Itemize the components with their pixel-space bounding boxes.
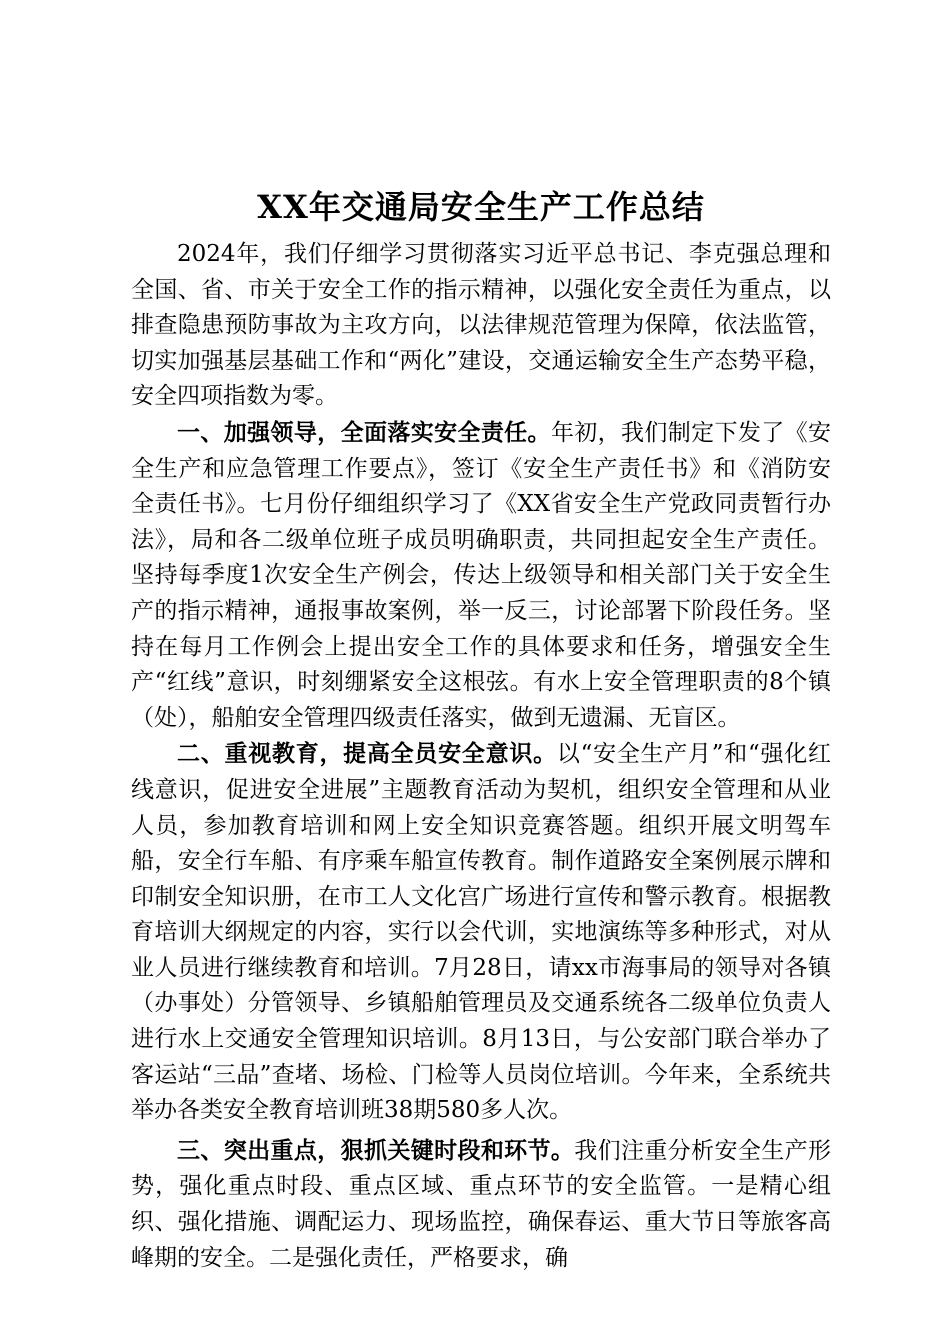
section-1-paragraph xyxy=(131,415,831,736)
section-2-body: 以“安全生产月”和“强化红线意识，促进安全进展”主题教育活动为契机，组织安全管理和从业人员，参加教育培训和网上安全知识竞赛答题。组织开展文明驾车船，安全行车船、有序乘车船宣传教育。制作道路安全案例展示牌和印制安全知识册，在市工人文化宫广场进行宣传和警示教育。根据教育培训大纲规定的内容，实行以会代训，实地演练等多种形式，对从业人员进行继续教育和培训。7月28日，请xx市海事局的领导对各镇（办事处）分管领导、乡镇船舶管理员及交通系统各二级单位负责人进行水上交通安全管理知识培训。8月13日，与公安部门联合举办了客运站“三品”查堵、场检、门检等人员岗位培训。今年来，全系统共举办各类安全教育培训班38期580多人次。 xyxy=(131,741,831,1124)
section-3-heading: 三、突出重点，狠抓关键时段和环节。 xyxy=(177,1136,575,1164)
section-2-paragraph xyxy=(131,736,831,1129)
intro-text: 2024年，我们仔细学习贯彻落实习近平总书记、李克强总理和全国、省、市关于安全工作的指示精神，以强化安全责任为重点，以排查隐患预防事故为主攻方向，以法律规范管理为保障，依法监管，切实加强基层基础工作和“两化”建设，交通运输安全生产态势平稳，安全四项指数为零。 xyxy=(131,241,831,410)
section-3-paragraph xyxy=(131,1133,831,1276)
document-title: XX年交通局安全生产工作总结 xyxy=(257,188,705,226)
intro-paragraph xyxy=(131,237,831,415)
section-3-body: 我们注重分析安全生产形势，强化重点时段、重点区域、重点环节的安全监管。一是精心组织、强化措施、调配运力、现场监控，确保春运、重大节日等旅客高峰期的安全。二是强化责任，严格要求，确 xyxy=(131,1137,832,1271)
section-2-heading: 二、重视教育，提高全员安全意识。 xyxy=(177,740,557,768)
document-page xyxy=(131,185,831,1276)
section-1-body: 年初，我们制定下发了《安全生产和应急管理工作要点》，签订《安全生产责任书》和《消防安全责任书》。七月份仔细组织学习了《XX省安全生产党政同责暂行办法》，局和各二级单位班子成员明确职责，共同担起安全生产责任。坚持每季度1次安全生产例会，传达上级领导和相关部门关于安全生产的指示精神，通报事故案例，举一反三，讨论部署下阶段任务。坚持在每月工作例会上提出安全工作的具体要求和任务，增强安全生产“红线”意识，时刻绷紧安全这根弦。有水上安全管理职责的8个镇（处），船舶安全管理四级责任落实，做到无遗漏、无盲区。 xyxy=(131,419,832,731)
section-1-heading: 一、加强领导，全面落实安全责任。 xyxy=(177,418,551,446)
